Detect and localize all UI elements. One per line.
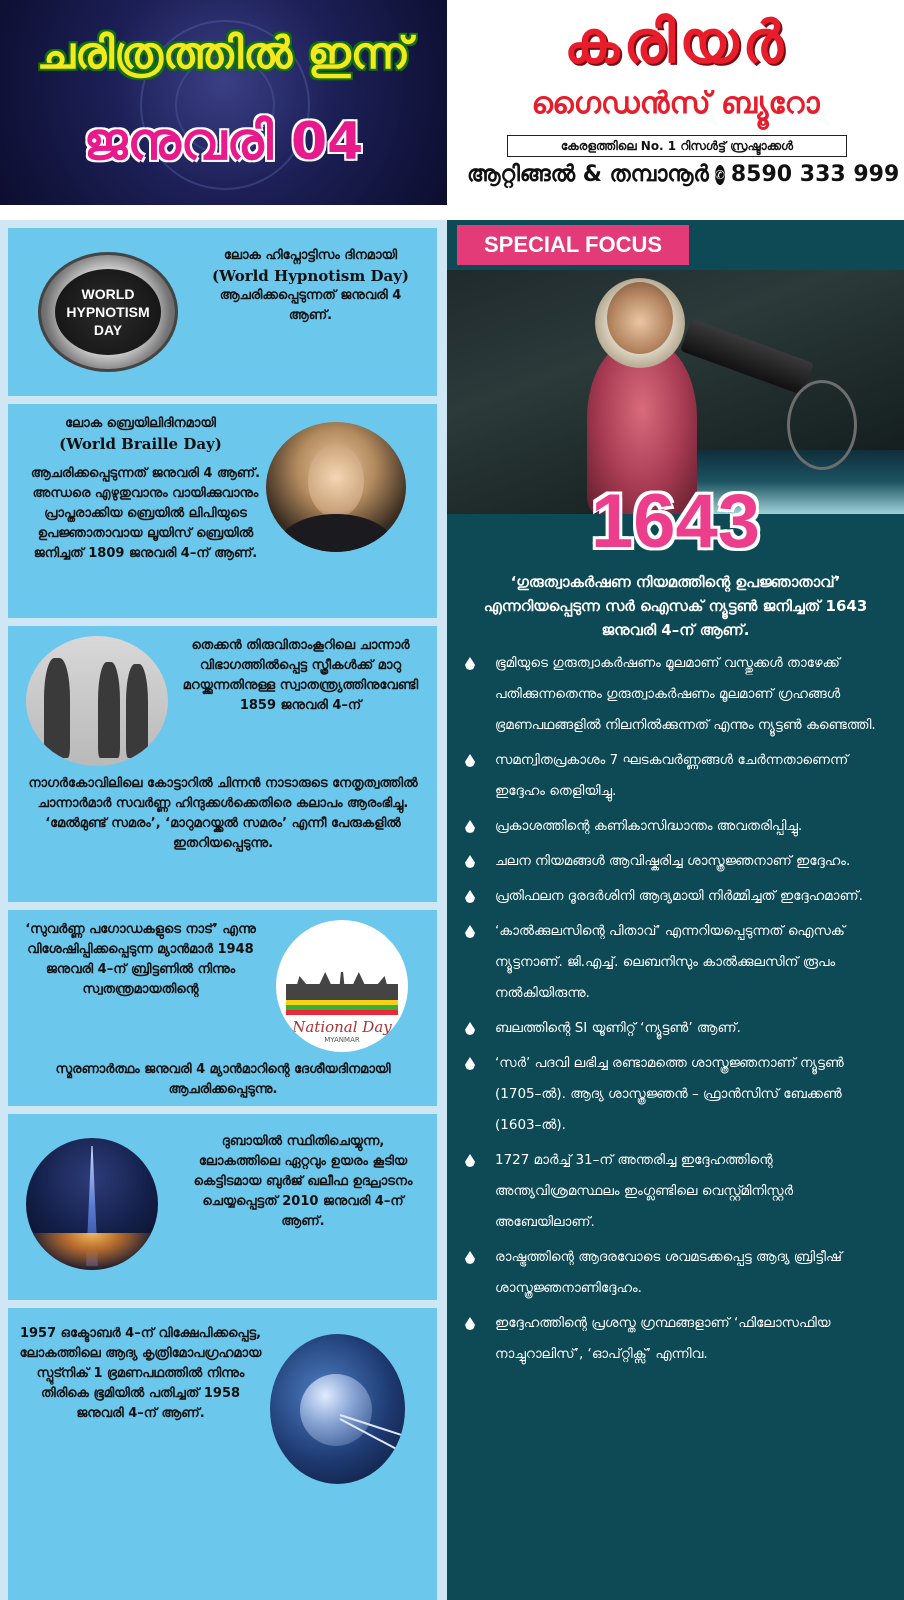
braille-text-bottom <box>18 464 423 564</box>
fact-item <box>459 648 889 741</box>
logo-subtitle: MYANMAR <box>324 1036 360 1044</box>
channar-text-top: തെക്കൻ തിരുവിതാംകൂറിലെ ചാന്നാർ വിഭാഗത്തിൽപ്പെട്ട സ്ത്രീകൾക്ക് മാറു മറയ്ക്കുന്നതിനുള്ള സ്വാതന്ത്ര്യത്തിനുവേണ്ടി 1859 ജനുവരി 4–ന് <box>182 638 419 713</box>
fact-text: ഇദ്ദേഹത്തിന്റെ പ്രശസ്ത ഗ്രന്ഥങ്ങളാണ് ‘ഫിലോസഫിയ നാച്ചുറാലിസ്’, ‘ഓപ്റ്റിക്സ്’ എന്നിവ. <box>495 1315 831 1362</box>
newton-facts-list <box>459 648 889 1374</box>
fact-text: ചലന നിയമങ്ങൾ ആവിഷ്കരിച്ച ശാസ്ത്രജ്ഞനാണ് ഇദ്ദേഹം. <box>495 853 851 869</box>
drop-bullet-icon <box>465 1317 475 1330</box>
burj-khalifa-text: ദുബായിൽ സ്ഥിതിചെയ്യുന്ന, ലോകത്തിലെ ഏറ്റവും ഉയരം കൂടിയ കെട്ടിടമായ ബുർജ് ഖലീഫ ഉദ്ഘാടനം ചെയ്യപ്പെട്ടത് 2010 ജനുവരി 4–ന് ആണ്. <box>193 1134 413 1229</box>
drop-bullet-icon <box>465 657 475 670</box>
fact-text: രാഷ്ട്രത്തിന്റെ ആദരവോടെ ശവമടക്കപ്പെട്ട ആദ്യ ബ്രിട്ടീഷ് ശാസ്ത്രജ്ഞനാണിദ്ദേഹം. <box>495 1249 842 1296</box>
hypnotism-text-ml-2: ആചരിക്കപ്പെടുന്നത് ജനുവരി 4 ആണ്. <box>219 288 402 323</box>
braille-text-ml-2: ആചരിക്കപ്പെടുന്നത് ജനുവരി 4 ആണ്. അന്ധരെ എഴുതുവാനും വായിക്കുവാനും പ്രാപ്തരാക്കിയ ബ്രെയിൽ ലിപിയുടെ ഉപജ്ഞാതാവായ ലൂയിസ് ബ്രെയിൽ ജനിച്ചത് 1809 ജനുവരി 4–ന് ആണ്. <box>30 466 261 561</box>
header <box>0 0 904 205</box>
braille-text-en: (World Braille Day) <box>59 435 222 453</box>
fact-item <box>459 846 889 877</box>
hypnotism-text-en: (World Hypnotism Day) <box>211 267 410 285</box>
flag-stripe-red <box>286 1010 398 1015</box>
left-column <box>0 220 447 1600</box>
brand-tagline: കേരളത്തിലെ No. 1 റിസൾട്ട് സ്രഷ്ടാക്കൾ <box>507 135 847 157</box>
fact-text: ഭൂമിയുടെ ഗുരുത്വാകർഷണം മൂലമാണ് വസ്തുക്കൾ താഴേക്ക് പതിക്കുന്നതെന്നും ഗുരുത്വാകർഷണം മൂലമാണ് ഗ്രഹങ്ങൾ ഭ്രമണപഥങ്ങളിൽ നിലനിൽക്കുന്നത് എന്നും ന്യൂട്ടൺ കണ്ടെത്തി. <box>495 655 876 733</box>
drop-bullet-icon <box>465 1022 475 1035</box>
fact-text: 1727 മാർച്ച് 31–ന് അന്തരിച്ച ഇദ്ദേഹത്തിന്റെ അന്ത്യവിശ്രമസ്ഥലം ഇംഗ്ലണ്ടിലെ വെസ്റ്റ്മിനിസ്റ്റർ അബേയിലാണ്. <box>495 1152 794 1230</box>
brand-panel <box>447 0 904 205</box>
braille-text-ml: ലോക ബ്രെയിലിദിനമായി <box>65 416 216 431</box>
sputnik-sphere <box>300 1374 372 1446</box>
photo-figure-2 <box>98 662 120 758</box>
fact-text: സമന്വിതപ്രകാശം 7 ഘടകവർണ്ണങ്ങൾ ചേർന്നതാണെന്ന് ഇദ്ദേഹം തെളിയിച്ചു. <box>495 752 849 799</box>
myanmar-text-top: ‘സുവർണ്ണ പഗോഡകളുടെ നാട്’ എന്നു വിശേഷിപ്പിക്കപ്പെടുന്ന മ്യാൻമാർ 1948 ജനുവരി 4–ന് ബ്രിട്ടണിൽ നിന്നും സ്വതന്ത്രമായതിന്റെ <box>25 922 256 997</box>
page-title: ചരിത്രത്തിൽ ഇന്ന് <box>36 28 411 79</box>
special-intro: ‘ഗുരുത്വാകർഷണ നിയമത്തിന്റെ ഉപജ്ഞാതാവ്’ എന്നറിയപ്പെടുന്ന സർ ഐസക് ന്യൂട്ടൺ ജനിച്ചത് 1643 ജനുവരി 4–ന് ആണ്. <box>483 573 868 639</box>
hypnotism-logo-text: WORLD HYPNOTISM DAY <box>55 269 161 355</box>
fact-text: ബലത്തിന്റെ SI യൂണിറ്റ് ‘ന്യൂട്ടൺ’ ആണ്. <box>495 1020 741 1036</box>
fact-text: ‘കാൽക്കുലസിന്റെ പിതാവ്’ എന്നറിയപ്പെടുന്നത് ഐസക് ന്യൂട്ടനാണ്. ജി.എച്ച്. ലെബനിസും കാൽക്കുലസിന് രൂപം നൽകിയിരുന്നു. <box>495 923 845 1001</box>
pagoda-skyline <box>286 960 398 1000</box>
hypnotism-text <box>198 246 423 326</box>
hypnotism-logo <box>38 252 178 372</box>
drop-bullet-icon <box>465 855 475 868</box>
header-title-panel <box>0 0 447 205</box>
sputnik-photo <box>270 1334 405 1484</box>
hypnotism-text-ml: ലോക ഹിപ്നോട്ടിസം ദിനമായി <box>223 248 398 263</box>
fact-item <box>459 1242 889 1304</box>
sputnik-text: 1957 ഒക്ടോബർ 4–ന് വിക്ഷേപിക്കപ്പെട്ട, ലോകത്തിലെ ആദ്യ കൃത്രിമോപഗ്രഹമായ സ്പുട്നിക് 1 ഭ്രമണപഥത്തിൽ നിന്നും തിരികെ ഭൂമിയിൽ പതിച്ചത് 1958 ജനുവരി 4–ന് ആണ്. <box>19 1326 262 1421</box>
myanmar-text-bottom: സ്മരണാർത്ഥം ജനുവരി 4 മ്യാൻമാറിന്റെ ദേശീയദിനമായി ആചരിക്കപ്പെടുന്നു. <box>55 1062 391 1097</box>
fact-text: പ്രകാശത്തിന്റെ കണികാസിദ്ധാന്തം അവതരിപ്പിച്ചു. <box>495 818 803 834</box>
drop-bullet-icon <box>465 1251 475 1264</box>
burj-khalifa-photo <box>26 1138 158 1270</box>
brand-address: ആറ്റിങ്ങൽ & തമ്പാനൂർ <box>467 162 709 187</box>
drop-bullet-icon <box>465 754 475 767</box>
channar-text-bottom: നാഗർകോവിലിലെ കോട്ടാറിൽ ചിന്നൻ നാടാരുടെ നേതൃത്വത്തിൽ ചാന്നാർമാർ സവർണ്ണ ഹിന്ദുക്കൾക്കെതിരെ കലാപം ആരംഭിച്ചു. ‘മേൽമുണ്ട് സമരം’, ‘മാറുമറയ്ക്കൽ സമരം’ എന്നീ പേരുകളിൽ ഇതറിയപ്പെടുന്നു. <box>28 776 418 851</box>
logo-title: National Day <box>292 1018 392 1036</box>
fact-item <box>459 1308 889 1370</box>
painting-instrument <box>787 380 857 470</box>
page-date: ജനുവരി 04 <box>83 112 364 172</box>
brand-phone[interactable]: 8590 333 999 <box>730 162 900 187</box>
drop-bullet-icon <box>465 1057 475 1070</box>
braille-text-top <box>18 414 263 454</box>
fact-item <box>459 1145 889 1238</box>
fact-text: പ്രതിഫലന ദൂരദർശിനി ആദ്യമായി നിർമ്മിച്ചത് ഇദ്ദേഹമാണ്. <box>495 888 863 904</box>
card-hypnotism-day <box>8 228 437 396</box>
brand-subname: ഗൈഡൻസ് ബ്യൂറോ <box>531 86 820 121</box>
fact-item <box>459 916 889 1009</box>
channar-women-photo <box>26 636 168 766</box>
fact-text: ‘സർ’ പദവി ലഭിച്ച രണ്ടാമത്തെ ശാസ്ത്രജ്ഞനാണ് ന്യൂട്ടൺ (1705–ൽ). ആദ്യ ശാസ്ത്രജ്ഞൻ – ഫ്രാൻസിസ് ബേക്കൺ (1603–ൽ). <box>495 1055 844 1133</box>
brand-name: കരിയർ <box>563 8 787 76</box>
brand-contact <box>467 162 900 187</box>
city-lights <box>26 1233 158 1270</box>
drop-bullet-icon <box>465 820 475 833</box>
photo-figure-3 <box>126 664 148 758</box>
fact-item <box>459 1013 889 1044</box>
card-sputnik <box>8 1308 437 1600</box>
card-burj-khalifa <box>8 1114 437 1300</box>
drop-bullet-icon <box>465 890 475 903</box>
myanmar-national-day-logo <box>276 920 408 1052</box>
card-braille-day <box>8 404 437 618</box>
drop-bullet-icon <box>465 925 475 938</box>
drop-bullet-icon <box>465 1154 475 1167</box>
photo-figure-1 <box>44 658 70 758</box>
painting-telescope <box>680 319 814 395</box>
fact-item <box>459 1048 889 1141</box>
card-myanmar-national-day <box>8 910 437 1106</box>
right-column <box>447 220 904 1600</box>
fact-item <box>459 811 889 842</box>
fact-item <box>459 881 889 912</box>
special-focus-tag: SPECIAL FOCUS <box>457 225 689 265</box>
fact-item <box>459 745 889 807</box>
painting-face <box>607 282 673 354</box>
card-channar-revolt <box>8 626 437 902</box>
phone-icon: ✆ <box>715 165 725 185</box>
special-year: 1643 <box>590 479 761 564</box>
